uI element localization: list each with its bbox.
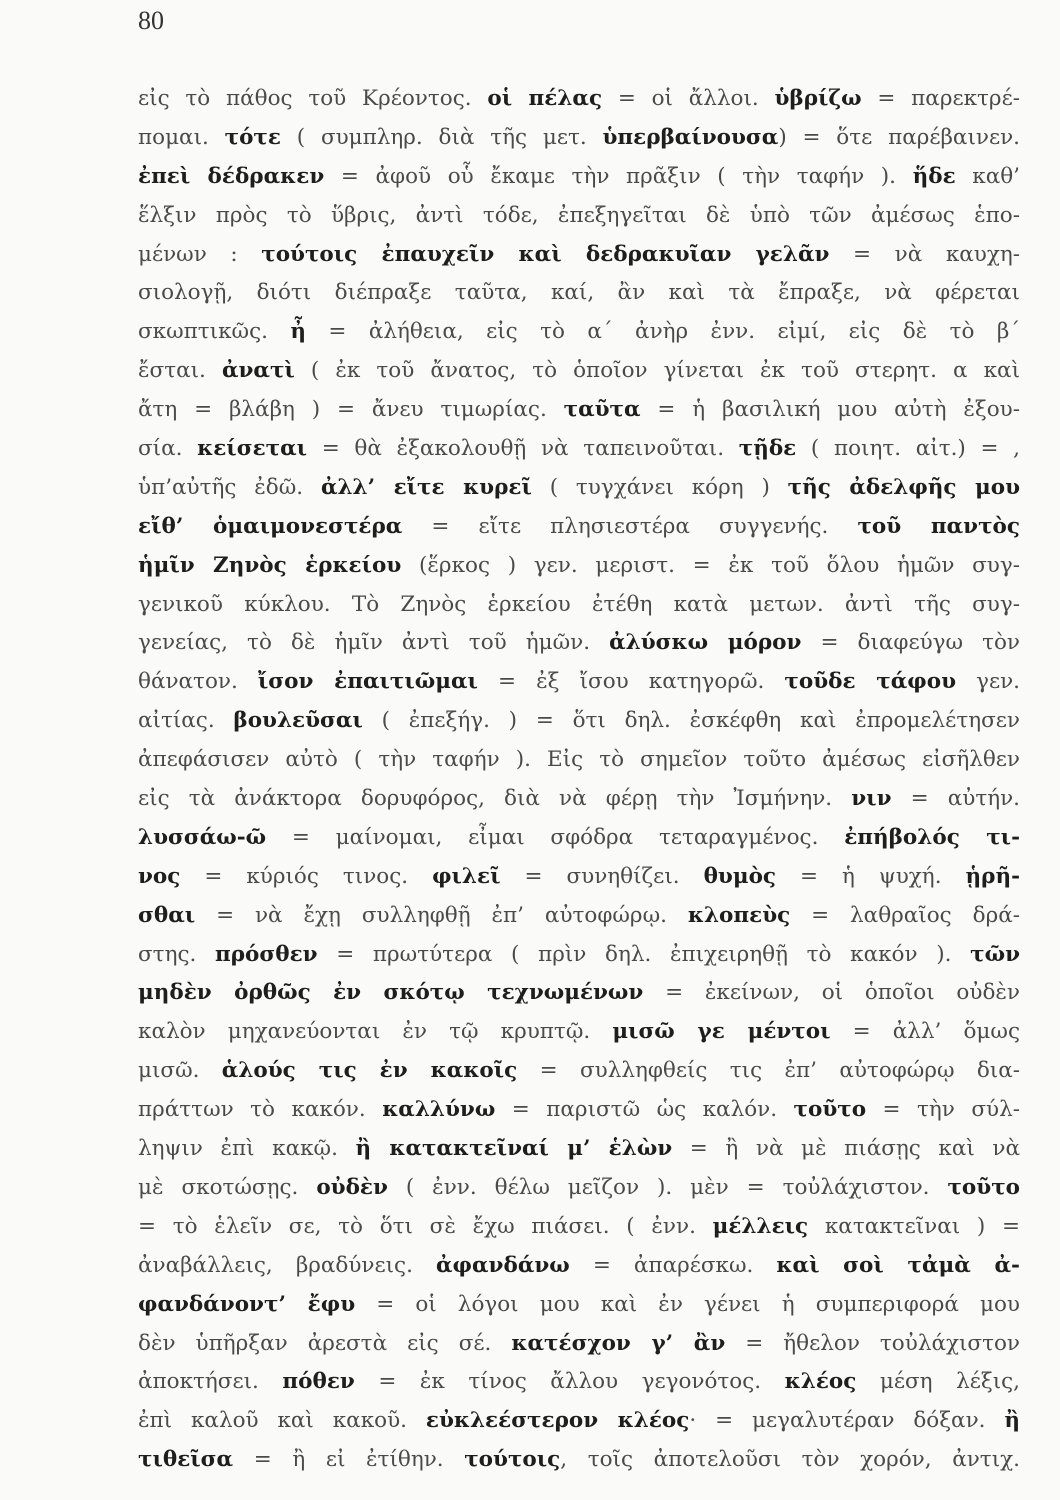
text-line [138,1441,1020,1480]
gloss-text: = νὰ ἔχῃ συλληφθῇ ἐπ’ αὐτοφώρῳ. [195,902,688,928]
lemma-term: οἱ πέλας [487,86,603,111]
lemma-term: πόθεν [282,1369,355,1395]
gloss-text: εἰς τὰ ἀνάκτορα δορυφόρος, διὰ νὰ φέρῃ τὴν Ἰσμήνην. [138,786,852,812]
lemma-term: κλοπεὺς [687,902,791,928]
lemma-term: μηδὲν ὀρθῶς ἐν σκότῳ τεχνωμένων [138,980,644,1006]
gloss-text: = εἴτε πλησιεστέρα συγγενής. [402,513,858,539]
text-line [138,119,1020,158]
text-line [138,1208,1020,1247]
lemma-term: σθαι [138,902,196,928]
text-line [138,236,1020,275]
lemma-term: τοῦτο [947,1174,1020,1200]
lemma-term: μέλλεις [712,1213,809,1239]
lemma-term: ἦ [290,319,306,345]
lemma-term: ἢ κατακτεῖναί μ’ ἑλὼν [355,1136,673,1162]
gloss-text: πομαι. [138,124,225,150]
lemma-term: ἡμῖν Ζηνὸς ἑρκείου [138,552,402,578]
gloss-text: μέση λέξις, [856,1369,1020,1395]
gloss-text: γεν. [956,669,1020,695]
gloss-text: γενείας, τὸ δὲ ἡμῖν ἀντὶ τοῦ ἡμῶν. [138,630,610,656]
lemma-term: ὑπερβαίνουσα [602,124,779,150]
gloss-text: = οἱ λόγοι μου καὶ ἐν γένει ἡ συμπεριφορά μου [355,1291,1020,1317]
lemma-term: ἐπήβολός τι- [844,824,1020,850]
text-line [138,624,1020,663]
text-line [138,547,1020,586]
text-line [138,1325,1020,1364]
lemma-term: τιθεῖσα [138,1447,234,1473]
text-line [138,274,1020,313]
gloss-text: = ἀλήθεια, εἰς τὸ α΄ ἀνὴρ ἐνν. εἰμί, εἰς δὲ τὸ β΄ [306,319,1020,345]
gloss-text: στης. [138,941,215,967]
gloss-text: = ἢ νὰ μὲ πιάσῃς καὶ νὰ [672,1136,1020,1162]
gloss-text: = νὰ καυχη- [829,241,1020,267]
gloss-text: ληψιν ἐπὶ κακῷ. [138,1136,356,1162]
lemma-term: τοῦτο [793,1097,867,1123]
gloss-text: ( συμπληρ. διὰ τῆς μετ. [280,124,603,150]
lemma-term: κλέος [784,1369,857,1395]
gloss-text: = διαφεύγω τὸν [801,630,1020,656]
gloss-text: ( ποιητ. αἰτ.) = , [796,436,1020,462]
gloss-text: σία. [138,436,198,462]
lemma-term: ᾑρῆ- [965,863,1020,889]
gloss-text: · = μεγαλυτέραν δόξαν. [689,1408,1005,1434]
lemma-term: ἥδε [912,163,956,189]
lemma-term: νος [138,863,181,889]
text-line [138,663,1020,702]
text-line [138,391,1020,430]
gloss-text: ἄτη = βλάβη ) = ἄνευ τιμωρίας. [138,397,564,423]
text-line [138,1169,1020,1208]
text-line [138,1247,1020,1286]
text-line [138,313,1020,352]
text-line [138,936,1020,975]
text-line [138,1402,1020,1441]
gloss-text: = αὐτήν. [891,786,1020,812]
text-line [138,469,1020,508]
gloss-text: = κύριός τινος. [180,863,433,889]
commentary-text [138,80,1020,1480]
gloss-text: = συλληφθείς τις ἐπ’ αὐτοφώρῳ δια- [517,1058,1020,1084]
gloss-text: ( ἐνν. θέλω μεῖζον ). μὲν = τοὐλάχιστον. [387,1174,948,1200]
lemma-term: κατέσχον γ’ ἂν [511,1330,726,1356]
gloss-text: ἀναβάλλεις, βραδύνεις. [138,1252,437,1278]
lemma-term: θυμὸς [703,863,777,889]
lemma-term: τοῦ παντὸς [857,513,1020,539]
gloss-text: ( ἐπεξήγ. ) = ὅτι δηλ. ἐσκέφθη καὶ ἐπρομελέτησεν [362,708,1020,734]
gloss-text: δὲν ὑπῆρξαν ἀρεστὰ εἰς σέ. [138,1330,512,1356]
text-line [138,158,1020,197]
gloss-text: μισῶ. [138,1058,222,1084]
gloss-text: = παριστῶ ὡς καλόν. [495,1097,794,1123]
gloss-text: = ἀλλ’ ὅμως [830,1019,1020,1045]
gloss-text: ὑπ’αὐτῆς ἐδῶ. [138,474,321,500]
gloss-text: θάνατον. [138,669,258,695]
gloss-text: = ἐξ ἴσου κατηγορῶ. [477,669,785,695]
gloss-text: = ἡ ψυχή. [776,863,966,889]
gloss-text: = τὴν σύλ- [866,1097,1020,1123]
gloss-text: ἐπὶ καλοῦ καὶ κακοῦ. [138,1408,426,1434]
lemma-term: τοῦδε τάφου [784,669,957,695]
text-line [138,352,1020,391]
lemma-term: οὐδὲν [316,1174,388,1200]
gloss-text: = ἀφοῦ οὗ ἔκαμε τὴν πρᾶξιν ( τὴν ταφήν ). [324,163,913,189]
lemma-term: καλλύνω [382,1097,496,1123]
gloss-text: = λαθραῖος δρά- [790,902,1020,928]
lemma-term: πρόσθεν [215,941,318,967]
gloss-text: = οἱ ἄλλοι. [602,86,775,111]
gloss-text: μὲ σκοτώσῃς. [138,1174,317,1200]
gloss-text: = θὰ ἐξακολουθῇ νὰ ταπεινοῦται. [307,436,739,462]
gloss-text: ἀποκτήσει. [138,1369,283,1395]
lemma-term: ἴσον ἐπαιτιῶμαι [257,669,478,695]
text-line [138,1013,1020,1052]
gloss-text: καθ’ [955,163,1020,189]
lemma-term: ἀλλ’ εἴτε κυρεῖ [320,474,532,500]
gloss-text: γενικοῦ κύκλου. Τὸ Ζηνὸς ἑρκείου ἐτέθη κατὰ μετων. ἀντὶ τῆς συγ- [138,591,1020,617]
lemma-term: ἁλούς τις ἐν κακοῖς [221,1058,518,1084]
lemma-term: φανδάνοντ’ ἔφυ [138,1291,356,1317]
gloss-text: = ἀπαρέσκω. [569,1252,777,1278]
lemma-term: ἢ [1004,1408,1020,1434]
text-line [138,780,1020,819]
gloss-text: πράττων τὸ κακόν. [138,1097,383,1123]
text-line [138,819,1020,858]
text-line [138,80,1020,119]
gloss-text: εἰς τὸ πάθος τοῦ Κρέοντος. [138,86,488,111]
text-line [138,1286,1020,1325]
gloss-text: ( τυγχάνει κόρη ) [531,474,788,500]
text-line [138,586,1020,625]
gloss-text: = ἐκείνων, οἱ ὁποῖοι οὐδὲν [643,980,1020,1006]
lemma-term: εἴθ’ ὁμαιμονεστέρα [138,513,403,539]
lemma-term: τούτοις [464,1447,561,1473]
text-line [138,197,1020,236]
gloss-text: ἕλξιν πρὸς τὸ ὕβρις, ἀντὶ τόδε, ἐπεξηγεῖται δὲ ὑπὸ τῶν ἀμέσως ἑπο- [138,202,1020,228]
lemma-term: κείσεται [197,436,308,462]
lemma-term: λυσσάω-ῶ [138,824,267,850]
lemma-term: ὑβρίζω [774,86,862,111]
lemma-term: ἀφανδάνω [436,1252,570,1278]
lemma-term: νιν [851,786,892,812]
gloss-text: ( ἐκ τοῦ ἄνατος, τὸ ὁποῖον γίνεται ἐκ τοῦ στερητ. α καὶ [294,358,1020,384]
lemma-term: τῇδε [738,436,797,462]
lemma-term: φιλεῖ [432,863,501,889]
text-line [138,897,1020,936]
text-line [138,858,1020,897]
lemma-term: τότε [224,124,281,150]
lemma-term: τῆς ἀδελφῆς μου [787,474,1020,500]
lemma-term: τούτοις ἐπαυχεῖν καὶ δεδρακυῖαν γελᾶν [261,241,830,267]
page-number: 80 [138,6,164,35]
lemma-term: βουλεῦσαι [233,708,363,734]
text-line [138,1130,1020,1169]
text-line [138,1091,1020,1130]
gloss-text: σκωπτικῶς. [138,319,291,345]
lemma-term: τῶν [970,941,1020,967]
gloss-text: = παρεκτρέ- [861,86,1020,111]
text-line [138,1052,1020,1091]
text-line [138,430,1020,469]
lemma-term: μισῶ γε μέντοι [612,1019,831,1045]
gloss-text: αἰτίας. [138,708,234,734]
lemma-term: ἀνατὶ [221,358,295,384]
gloss-text: (ἕρκος ) γεν. μεριστ. = ἐκ τοῦ ὅλου ἡμῶν συγ- [401,552,1020,578]
gloss-text: = ἤθελον τοὐλάχιστον [725,1330,1020,1356]
gloss-text: = μαίνομαι, εἶμαι σφόδρα τεταραγμένος. [266,824,845,850]
gloss-text: , τοῖς ἀποτελοῦσι τὸν χορόν, ἀντιχ. [560,1447,1020,1473]
lemma-term: ταῦτα [563,397,641,423]
gloss-text: ) = ὅτε παρέβαινεν. [778,124,1020,150]
gloss-text: κατακτεῖναι ) = [808,1213,1020,1239]
gloss-text: = τὸ ἑλεῖν σε, τὸ ὅτι σὲ ἔχω πιάσει. ( ἐνν. [138,1213,713,1239]
gloss-text: μένων : [138,241,262,267]
gloss-text: = ἡ βασιλική μου αὐτὴ ἐξου- [640,397,1020,423]
text-line [138,741,1020,780]
lemma-term: εὐκλεέστερον κλέος [425,1408,690,1434]
lemma-term: ἀλύσκω μόρον [609,630,802,656]
gloss-text: σιολογῇ, διότι διέπραξε ταῦτα, καί, ἂν καὶ τὰ ἔπραξε, νὰ φέρεται [138,280,1020,306]
gloss-text: ἀπεφάσισεν αὐτὸ ( τὴν ταφήν ). Εἰς τὸ σημεῖον τοῦτο ἀμέσως εἰσῆλθεν [138,747,1020,773]
lemma-term: καὶ σοὶ τἀμὰ ἀ- [776,1252,1020,1278]
gloss-text: = ἐκ τίνος ἄλλου γεγονότος. [354,1369,785,1395]
gloss-text: = συνηθίζει. [500,863,704,889]
gloss-text: = πρωτύτερα ( πρὶν δηλ. ἐπιχειρηθῇ τὸ κακόν ). [317,941,971,967]
gloss-text: καλὸν μηχανεύονται ἐν τῷ κρυπτῷ. [138,1019,613,1045]
text-line [138,508,1020,547]
text-line [138,974,1020,1013]
text-line [138,1363,1020,1402]
text-line [138,702,1020,741]
lemma-term: ἐπεὶ δέδρακεν [138,163,325,189]
gloss-text: ἔσται. [138,358,222,384]
gloss-text: = ἢ εἰ ἐτίθην. [233,1447,465,1473]
